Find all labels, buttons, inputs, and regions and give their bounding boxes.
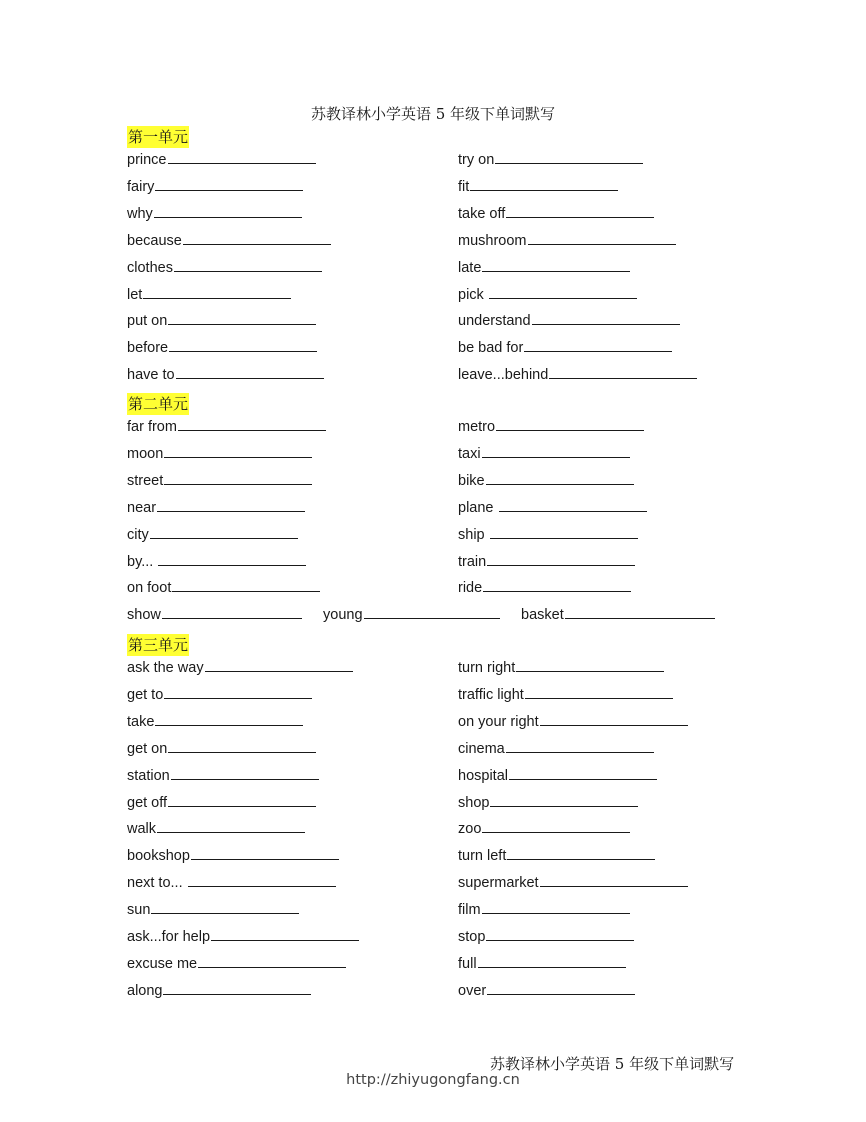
vocab-row xyxy=(0,148,866,170)
vocab-word: let xyxy=(127,286,143,303)
vocab-word: show xyxy=(127,607,161,624)
vocab-word: near xyxy=(127,499,157,516)
answer-blank[interactable] xyxy=(164,469,312,485)
vocab-row xyxy=(0,791,866,813)
answer-blank[interactable] xyxy=(183,229,331,245)
unit-heading-3: 第三单元 xyxy=(128,636,189,654)
vocab-item-left xyxy=(127,256,322,278)
answer-blank[interactable] xyxy=(174,256,322,272)
vocab-item-left xyxy=(127,791,316,813)
answer-blank[interactable] xyxy=(495,148,643,164)
vocab-item-right xyxy=(458,952,626,974)
answer-blank[interactable] xyxy=(157,496,305,512)
vocab-row xyxy=(0,202,866,224)
vocab-row xyxy=(0,764,866,786)
vocab-word: supermarket xyxy=(458,875,539,892)
vocab-word: pick xyxy=(458,286,488,303)
vocab-word: leave...behind xyxy=(458,367,549,384)
vocab-item-right xyxy=(458,469,634,491)
vocab-word: try on xyxy=(458,152,495,168)
answer-blank[interactable] xyxy=(178,415,326,431)
unit-heading-2: 第二单元 xyxy=(128,395,189,413)
answer-blank[interactable] xyxy=(191,844,339,860)
vocab-item-left xyxy=(127,496,305,518)
answer-blank[interactable] xyxy=(364,603,500,619)
answer-blank[interactable] xyxy=(486,925,634,941)
vocab-row xyxy=(0,175,866,197)
vocab-word: have to xyxy=(127,367,175,384)
answer-blank[interactable] xyxy=(158,550,306,566)
answer-blank[interactable] xyxy=(509,764,657,780)
vocab-item-right xyxy=(458,256,630,278)
answer-blank[interactable] xyxy=(151,898,299,914)
answer-blank[interactable] xyxy=(482,256,630,272)
vocab-item-right xyxy=(458,496,647,518)
vocab-row xyxy=(0,683,866,705)
vocab-row xyxy=(0,363,866,385)
vocab-row xyxy=(0,283,866,305)
page-title: 苏教译林小学英语 5 年级下单词默写 xyxy=(310,105,556,123)
vocab-item xyxy=(127,603,302,625)
vocab-item-right xyxy=(458,550,635,572)
vocab-word: clothes xyxy=(127,259,173,276)
answer-blank[interactable] xyxy=(489,283,637,299)
vocab-row xyxy=(0,576,866,598)
vocab-word: take off xyxy=(458,205,506,222)
vocab-item-right xyxy=(458,898,630,920)
vocab-word: next to... xyxy=(127,875,187,892)
vocab-item-left xyxy=(127,309,316,331)
answer-blank[interactable] xyxy=(198,952,346,968)
vocab-item-right xyxy=(458,737,654,759)
answer-blank[interactable] xyxy=(506,202,654,218)
vocab-item-right xyxy=(458,202,654,224)
vocab-word: ship xyxy=(458,526,489,543)
vocab-word: zoo xyxy=(458,821,482,838)
vocab-word: ask the way xyxy=(127,660,204,676)
vocab-word: stop xyxy=(458,929,486,945)
vocab-item-left xyxy=(127,817,305,839)
vocab-word: over xyxy=(458,982,487,999)
vocab-item-left xyxy=(127,737,316,759)
vocab-item-right xyxy=(458,710,688,732)
vocab-item-left xyxy=(127,442,312,464)
answer-blank[interactable] xyxy=(524,336,672,352)
answer-blank[interactable] xyxy=(496,415,644,431)
vocab-row xyxy=(0,336,866,358)
vocab-item-right xyxy=(458,764,657,786)
answer-blank[interactable] xyxy=(150,523,298,539)
vocab-item-left xyxy=(127,979,311,1001)
vocab-item-left xyxy=(127,363,324,385)
vocab-item-right xyxy=(458,817,630,839)
vocab-item xyxy=(521,603,715,625)
vocab-word: mushroom xyxy=(458,232,527,249)
vocab-item-left xyxy=(127,175,303,197)
vocab-item-left xyxy=(127,469,312,491)
vocab-word: on your right xyxy=(458,713,539,730)
answer-blank[interactable] xyxy=(516,656,664,672)
vocab-item-left xyxy=(127,952,346,974)
vocab-word: cinema xyxy=(458,740,505,757)
vocab-word: late xyxy=(458,259,482,276)
vocab-word: train xyxy=(458,553,487,570)
answer-blank[interactable] xyxy=(171,764,319,780)
vocab-word: on foot xyxy=(127,580,172,597)
answer-blank[interactable] xyxy=(163,979,311,995)
vocab-word: taxi xyxy=(458,445,481,462)
vocab-row xyxy=(0,925,866,947)
vocab-word: why xyxy=(127,205,153,222)
answer-blank[interactable] xyxy=(507,844,655,860)
vocab-row xyxy=(0,898,866,920)
vocab-word: moon xyxy=(127,445,164,462)
vocab-word: ask...for help xyxy=(127,929,211,945)
vocab-item-right xyxy=(458,175,618,197)
answer-blank[interactable] xyxy=(168,791,316,807)
answer-blank[interactable] xyxy=(164,683,312,699)
vocab-word: fairy xyxy=(127,178,155,195)
vocab-item-left xyxy=(127,229,331,251)
vocab-word: sun xyxy=(127,902,151,919)
answer-blank[interactable] xyxy=(188,871,336,887)
vocab-row xyxy=(0,469,866,491)
vocab-word: fit xyxy=(458,178,470,195)
vocab-row xyxy=(0,710,866,732)
vocab-item-right xyxy=(458,229,676,251)
vocab-item-left xyxy=(127,523,298,545)
answer-blank[interactable] xyxy=(490,523,638,539)
vocab-word: plane xyxy=(458,499,498,516)
answer-blank[interactable] xyxy=(470,175,618,191)
footer-title: 苏教译林小学英语 5 年级下单词默写 xyxy=(490,1055,735,1073)
vocab-word: before xyxy=(127,340,169,357)
vocab-item-left xyxy=(127,202,302,224)
vocab-row xyxy=(0,309,866,331)
answer-blank[interactable] xyxy=(486,469,634,485)
vocab-row xyxy=(0,844,866,866)
vocab-item-left xyxy=(127,415,326,437)
vocab-item-left xyxy=(127,925,359,947)
vocab-row xyxy=(0,656,866,678)
vocab-item-left xyxy=(127,710,303,732)
answer-blank[interactable] xyxy=(490,791,638,807)
vocab-item-right xyxy=(458,925,634,947)
vocab-item-right xyxy=(458,309,680,331)
answer-blank[interactable] xyxy=(168,737,316,753)
answer-blank[interactable] xyxy=(211,925,359,941)
answer-blank[interactable] xyxy=(154,202,302,218)
answer-blank[interactable] xyxy=(565,603,715,619)
answer-blank[interactable] xyxy=(483,576,631,592)
answer-blank[interactable] xyxy=(482,898,630,914)
vocab-word: walk xyxy=(127,821,157,838)
answer-blank[interactable] xyxy=(482,442,630,458)
vocab-word: along xyxy=(127,982,163,999)
vocab-word: shop xyxy=(458,794,490,811)
vocab-word: get off xyxy=(127,794,168,811)
vocab-word: prince xyxy=(127,152,167,168)
vocab-word: take xyxy=(127,713,155,730)
answer-blank[interactable] xyxy=(525,683,673,699)
vocab-item-left xyxy=(127,656,353,678)
answer-blank[interactable] xyxy=(478,952,626,968)
vocab-row xyxy=(0,817,866,839)
vocab-row xyxy=(0,871,866,893)
vocab-item-left xyxy=(127,283,291,305)
vocab-row xyxy=(0,229,866,251)
vocab-item-right xyxy=(458,871,688,893)
vocab-item-right xyxy=(458,979,635,1001)
answer-blank[interactable] xyxy=(168,309,316,325)
vocab-item-left xyxy=(127,898,299,920)
vocab-word: because xyxy=(127,232,182,249)
vocab-word: station xyxy=(127,767,170,784)
unit-heading-1: 第一单元 xyxy=(128,128,189,146)
vocab-word: city xyxy=(127,526,149,543)
answer-blank[interactable] xyxy=(540,871,688,887)
answer-blank[interactable] xyxy=(549,363,697,379)
vocab-word: excuse me xyxy=(127,955,198,972)
vocab-word: bike xyxy=(458,472,485,489)
answer-blank[interactable] xyxy=(157,817,305,833)
vocab-word: turn left xyxy=(458,848,507,865)
vocab-word: understand xyxy=(458,313,531,330)
vocab-row xyxy=(0,415,866,437)
vocab-word: hospital xyxy=(458,767,508,784)
answer-blank[interactable] xyxy=(155,175,303,191)
vocab-item-right xyxy=(458,576,631,598)
vocab-word: film xyxy=(458,902,481,919)
answer-blank[interactable] xyxy=(205,656,353,672)
vocab-row xyxy=(0,979,866,1001)
answer-blank[interactable] xyxy=(540,710,688,726)
vocab-word: ride xyxy=(458,580,483,597)
answer-blank[interactable] xyxy=(482,817,630,833)
answer-blank[interactable] xyxy=(176,363,324,379)
vocab-word: street xyxy=(127,472,164,489)
answer-blank[interactable] xyxy=(168,148,316,164)
vocab-item-left xyxy=(127,871,336,893)
answer-blank[interactable] xyxy=(169,336,317,352)
vocab-word: turn right xyxy=(458,660,516,676)
vocab-word: basket xyxy=(521,607,564,624)
vocab-word: traffic light xyxy=(458,686,524,703)
vocab-item-right xyxy=(458,844,655,866)
vocab-word: by... xyxy=(127,553,158,570)
answer-blank[interactable] xyxy=(162,603,302,619)
answer-blank[interactable] xyxy=(164,442,312,458)
vocab-item-left xyxy=(127,764,319,786)
vocab-item-left xyxy=(127,336,317,358)
vocab-row-triple xyxy=(0,603,866,625)
vocab-word: get on xyxy=(127,740,168,757)
vocab-item-left xyxy=(127,576,320,598)
footer-url[interactable]: http://zhiyugongfang.cn xyxy=(346,1072,520,1088)
answer-blank[interactable] xyxy=(172,576,320,592)
vocab-item-right xyxy=(458,363,697,385)
vocab-word: bookshop xyxy=(127,848,190,865)
vocab-row xyxy=(0,550,866,572)
answer-blank[interactable] xyxy=(487,550,635,566)
vocab-item-right xyxy=(458,415,644,437)
vocab-row xyxy=(0,523,866,545)
vocab-word: young xyxy=(323,607,363,624)
answer-blank[interactable] xyxy=(499,496,647,512)
vocab-row xyxy=(0,737,866,759)
vocab-word: be bad for xyxy=(458,340,524,357)
vocab-item-right xyxy=(458,148,643,170)
vocab-item-right xyxy=(458,283,637,305)
vocab-row xyxy=(0,952,866,974)
vocab-word: far from xyxy=(127,419,177,435)
answer-blank[interactable] xyxy=(532,309,680,325)
vocab-item-right xyxy=(458,523,638,545)
vocab-word: full xyxy=(458,955,477,972)
vocab-row xyxy=(0,442,866,464)
vocab-item-left xyxy=(127,148,316,170)
vocab-item-right xyxy=(458,336,672,358)
vocab-item-right xyxy=(458,656,664,678)
vocab-row xyxy=(0,496,866,518)
answer-blank[interactable] xyxy=(143,283,291,299)
vocab-item-right xyxy=(458,442,630,464)
vocab-word: metro xyxy=(458,419,496,435)
answer-blank[interactable] xyxy=(528,229,676,245)
vocab-item-right xyxy=(458,791,638,813)
vocab-item-left xyxy=(127,844,339,866)
answer-blank[interactable] xyxy=(506,737,654,753)
vocab-word: get to xyxy=(127,686,164,703)
vocab-item-left xyxy=(127,683,312,705)
answer-blank[interactable] xyxy=(155,710,303,726)
answer-blank[interactable] xyxy=(487,979,635,995)
vocab-row xyxy=(0,256,866,278)
vocab-word: put on xyxy=(127,313,168,330)
vocab-item xyxy=(323,603,500,625)
vocab-item-left xyxy=(127,550,306,572)
vocab-item-right xyxy=(458,683,673,705)
